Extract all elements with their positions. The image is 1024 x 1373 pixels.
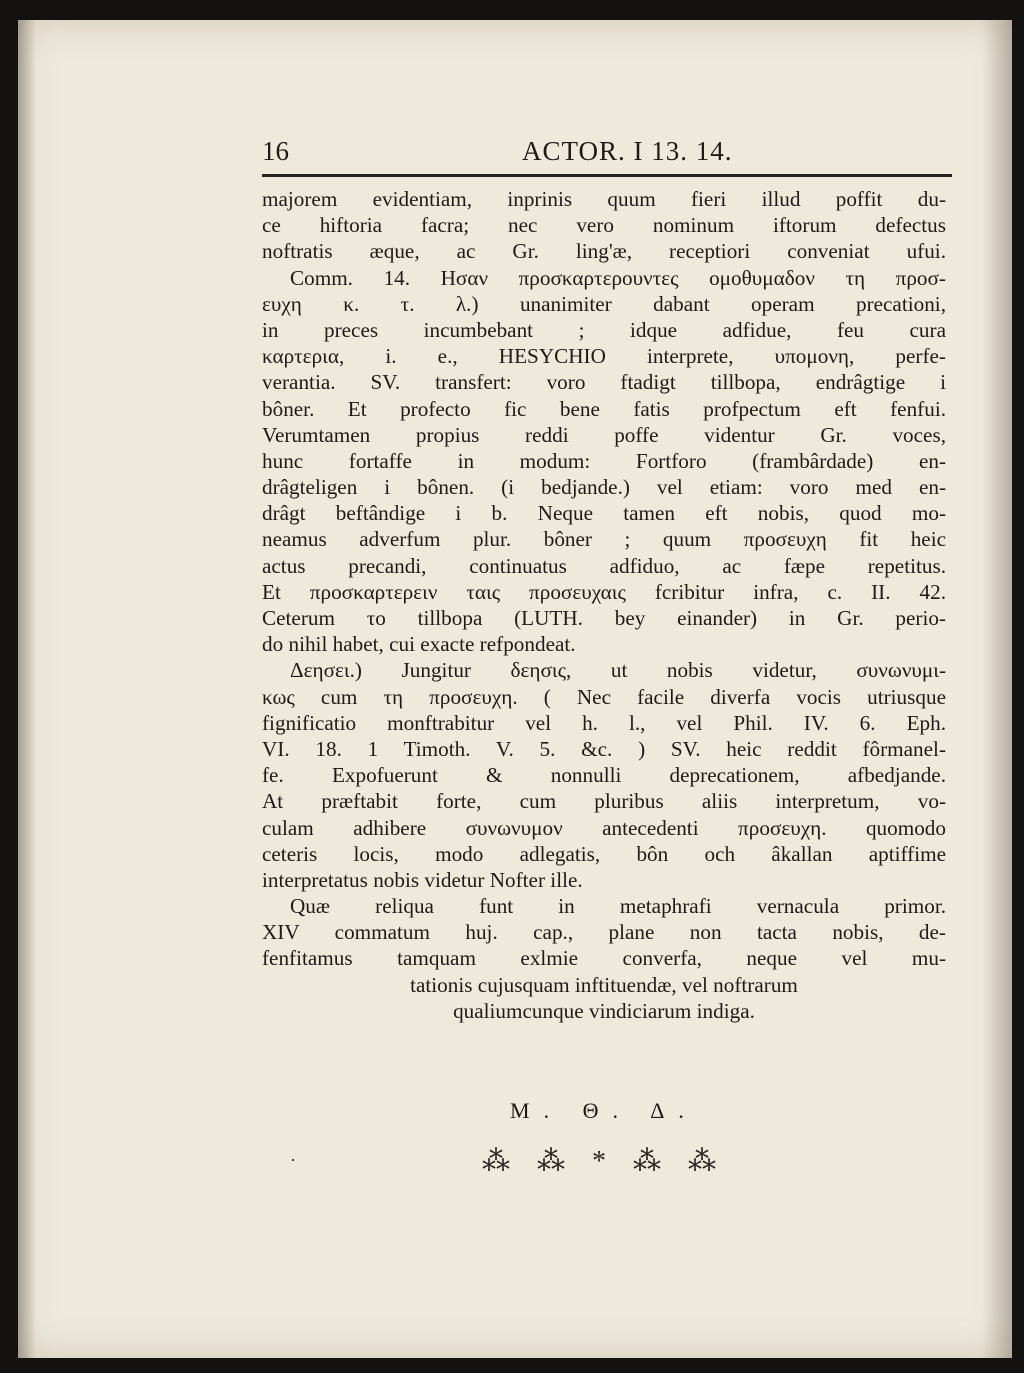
text-line: interpretatus nobis videtur Nofter ille.	[262, 867, 583, 892]
stray-dot-mark: ·	[290, 1150, 296, 1170]
text-line: in preces incumbebant ; idque adfidue, feu cura	[262, 317, 946, 342]
page-header	[262, 132, 952, 177]
text-line: At præftabit forte, cum pluribus aliis interpretum, vo-	[262, 789, 946, 814]
text-line: fe. Expofuerunt & nonnulli deprecationem, afbedjande.	[262, 763, 946, 788]
page-edge-shadow	[982, 20, 1012, 1358]
text-line: hunc fortaffe in modum: Fortforo (frambârdade) en-	[262, 448, 946, 473]
text-line: Verumtamen propius reddi poffe videntur Gr. voces,	[262, 422, 946, 447]
text-line: XIV commatum huj. cap., plane non tacta nobis, de-	[262, 920, 946, 945]
text-line: καρτερια, i. e., HESYCHIO interprete, υπομονη, perfe-	[262, 344, 946, 369]
author-signature: M. Θ. Δ.	[510, 1098, 698, 1123]
text-line: drâgt beftândige i b. Neque tamen eft nobis, quod mo-	[262, 501, 946, 526]
text-line: drâgteligen i bônen. (i bedjande.) vel etiam: voro med en-	[262, 475, 946, 500]
text-line: tationis cujusquam inftituendæ, vel noftrarum	[410, 972, 798, 997]
text-line: majorem evidentiam, inprinis quum fieri illud poffit du-	[262, 187, 946, 211]
text-line: fenfitamus tamquam exlmie converfa, neque vel mu-	[262, 946, 946, 971]
text-line: Et προσκαρτερειν ταις προσευχαις fcribitur infra, c. II. 42.	[262, 579, 946, 604]
page-number: 16	[262, 136, 289, 166]
text-line: actus precandi, continuatus adfiduo, ac fæpe repetitus.	[262, 553, 946, 578]
text-line: ce hiftoria facra; nec vero nominum iftorum defectus	[262, 213, 946, 238]
body-text	[262, 186, 946, 1024]
text-line: Comm. 14. Ησαν προσκαρτερουντες ομοθυμαδον τη προσ-	[290, 265, 946, 290]
text-line: verantia. SV. transfert: voro ftadigt tillbopa, endrâgtige i	[262, 370, 946, 395]
text-line: Quæ reliqua funt in metaphrafi vernacula primor.	[290, 894, 946, 919]
text-line: do nihil habet, cui exacte refpondeat.	[262, 632, 576, 657]
text-line: VI. 18. 1 Timoth. V. 5. &c. ) SV. heic reddit fôrmanel-	[262, 736, 946, 761]
text-line: noftratis æque, ac Gr. ling'æ, receptiori conveniat ufui.	[262, 239, 946, 264]
text-line: culam adhibere συνωνυμον antecedenti προσευχη. quomodo	[262, 815, 946, 840]
running-title: ACTOR. I 13. 14.	[522, 136, 733, 166]
text-line: qualiumcunque vindiciarum indiga.	[453, 998, 755, 1023]
page-gutter-shadow	[18, 20, 36, 1358]
text-line: bôner. Et profecto fic bene fatis profpectum eft fenfui.	[262, 396, 946, 421]
text-line: Ceterum το tillbopa (LUTH. bey einander) in Gr. perio-	[262, 606, 946, 630]
text-line: ευχη κ. τ. λ.) unanimiter dabant operam precationi,	[262, 291, 946, 316]
text-line: ceteris locis, modo adlegatis, bôn och âkallan aptiffime	[262, 841, 946, 866]
text-line: Δεησει.) Jungitur δεησις, ut nobis videtur, συνωνυμι-	[290, 658, 946, 683]
text-line: neamus adverfum plur. bôner ; quum προσευχη fit heic	[262, 527, 946, 552]
typographic-ornament: ⁂ ⁂ * ⁂ ⁂	[482, 1146, 726, 1177]
text-line: fignificatio monftrabitur vel h. l., vel Phil. IV. 6. Eph.	[262, 710, 946, 735]
text-line: κως cum τη προσευχη. ( Nec facile diverfa vocis utriusque	[262, 684, 946, 709]
